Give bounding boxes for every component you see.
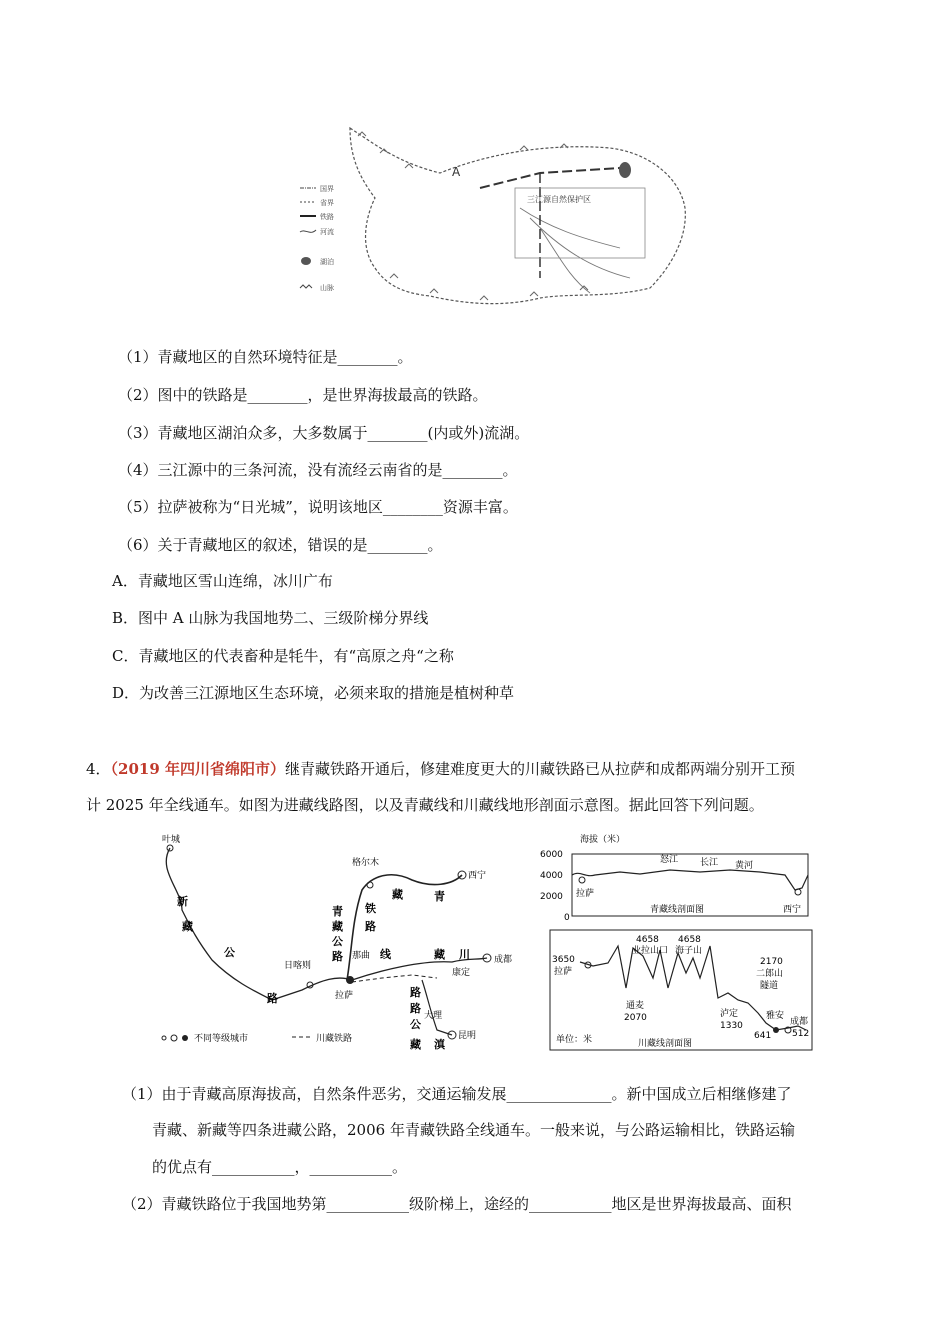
- chuanzang-profile-svg: [548, 928, 816, 1052]
- profile2-unit: 单位：米: [556, 1035, 593, 1045]
- city-yecheng: 叶城: [162, 835, 181, 845]
- road-char-3: 公: [224, 946, 235, 959]
- profile2-lhasa-alt: 3650: [552, 955, 575, 965]
- profile2-yela: 业拉山口: [632, 946, 669, 956]
- road-char-9: 青: [332, 905, 343, 918]
- road-char-17: 滇: [434, 1038, 445, 1050]
- profile1-huanghe: 黄河: [735, 861, 754, 871]
- profile1-xining-dot: [795, 889, 801, 895]
- profile2-tongmai-alt: 2070: [624, 1013, 647, 1023]
- q3-option-b: B．图中 A 山脉为我国地势二、三级阶梯分界线: [112, 609, 429, 627]
- q4-source: （2019 年四川省绵阳市）: [110, 760, 286, 778]
- chuanzang-profile: [548, 928, 816, 1052]
- profile2-haizi: 海子山: [675, 946, 703, 956]
- route-dianzang: [422, 980, 452, 1035]
- q3-option-c: C．青藏地区的代表畜种是牦牛，有“高原之舟“之称: [112, 647, 454, 665]
- route-map-svg: [152, 830, 530, 1050]
- city-golmud-dot: [367, 882, 373, 888]
- profile2-yaan-alt: 641: [754, 1031, 772, 1041]
- map1-legend: [300, 184, 334, 292]
- q3-sub2: （2）图中的铁路是________，是世界海拔最高的铁路。: [118, 386, 488, 404]
- legend-city-small: [162, 1036, 166, 1040]
- profile1-xining: 西宁: [783, 905, 802, 915]
- profile2-tunnel: 隧道: [760, 981, 779, 991]
- city-nagqu: 那曲: [352, 951, 371, 961]
- legend-city-mid: [171, 1035, 177, 1041]
- q3-sub4: （4）三江源中的三条河流，没有流经云南省的是________。: [118, 461, 518, 479]
- mountain-marks: [358, 132, 588, 300]
- profile1-lhasa: 拉萨: [576, 889, 595, 899]
- profile2-yaan: 雅安: [766, 1011, 785, 1021]
- road-char-8: 路: [365, 920, 376, 933]
- q4-stem2: 计 2025 年全线通车。如图为进藏线路图，以及青藏线和川藏线地形剖面示意图。据此回答下列问题。: [86, 796, 764, 814]
- profile2-chengdu: 成都: [790, 1017, 809, 1027]
- legend-lake: 湖泊: [320, 258, 334, 266]
- profile1-ytick-2000: 2000: [540, 892, 563, 902]
- city-kunming: 昆明: [458, 1031, 477, 1041]
- label-a: A: [452, 165, 461, 179]
- road-char-2: 藏: [182, 920, 193, 933]
- qingzang-profile-svg: [540, 830, 816, 920]
- city-kangding: 康定: [452, 968, 471, 978]
- city-lhasa-dot: [346, 976, 354, 984]
- profile1-line: [572, 870, 808, 890]
- profile1-nujiang: 怒江: [660, 855, 679, 865]
- road-char-16: 路: [410, 986, 421, 999]
- road-char-13: 川: [459, 948, 470, 961]
- road-char-1: 新: [177, 895, 188, 908]
- tibet-route-map: [152, 830, 530, 1050]
- road-char-6: 藏: [392, 888, 403, 901]
- q4-sub1-line2: 青藏、新藏等四条进藏公路，2006 年青藏铁路全线通车。一般来说，与公路运输相比，铁路运输: [152, 1121, 795, 1139]
- profile1-ytick-6000: 6000: [540, 850, 563, 860]
- city-shigatse: 日喀则: [284, 961, 312, 971]
- profile1-ylabel: 海拔（米）: [580, 835, 626, 845]
- profile2-yaan-dot: [773, 1027, 779, 1033]
- road-char-10: 藏: [332, 920, 343, 933]
- q4-sub2-line1: （2）青藏铁路位于我国地势第___________级阶梯上，途经的___________地区是世界海拔最高、面积: [122, 1195, 792, 1213]
- q3-option-d: D．为改善三江源地区生态环境，必须来取的措施是植树种草: [112, 684, 515, 702]
- road-char-7: 铁: [365, 902, 376, 915]
- road-char-15: 线: [380, 948, 391, 961]
- profile2-luding-alt: 1330: [720, 1021, 743, 1031]
- profile2-haizi-alt: 4658: [678, 935, 701, 945]
- q4-number: 4．: [86, 760, 111, 778]
- legend-mountain: 山脉: [320, 284, 334, 292]
- profile1-title: 青藏线剖面图: [650, 905, 705, 915]
- city-xining: 西宁: [468, 871, 487, 881]
- profile2-luding: 泸定: [720, 1009, 739, 1019]
- legend-cities: 不同等级城市: [194, 1034, 249, 1044]
- profile1-ytick-4000: 4000: [540, 871, 563, 881]
- route-xinzang: [166, 848, 352, 1000]
- q3-sub5: （5）拉萨被称为“日光城”，说明该地区________资源丰富。: [118, 498, 518, 516]
- road-char-19: 公: [410, 1018, 421, 1031]
- q3-sub1: （1）青藏地区的自然环境特征是________。: [118, 348, 413, 366]
- q4-sub1-line3: 的优点有___________，___________。: [152, 1158, 408, 1176]
- city-chengdu: 成都: [494, 955, 513, 965]
- profile2-yela-alt: 4658: [636, 935, 659, 945]
- road-char-5: 青: [434, 890, 445, 903]
- road-char-4: 路: [267, 992, 278, 1005]
- q4-stem1: 继青藏铁路开通后，修建难度更大的川藏铁路已从拉萨和成都两端分别开工预: [285, 760, 796, 778]
- qingzang-profile: [540, 830, 816, 920]
- region-outline: [350, 128, 685, 304]
- qinghai-tibet-map-svg: [290, 118, 690, 318]
- profile2-lhasa: 拉萨: [554, 967, 573, 977]
- road-char-18: 藏: [410, 1038, 421, 1050]
- qinghai-tibet-map: [290, 118, 690, 318]
- q3-sub6: （6）关于青藏地区的叙述，错误的是________。: [118, 536, 443, 554]
- profile2-tongmai: 通麦: [626, 1001, 645, 1011]
- q3-sub3: （3）青藏地区湖泊众多，大多数属于________(内或外)流湖。: [118, 424, 530, 442]
- legend-mountain-symbol: [300, 285, 312, 288]
- legend-border: 国界: [320, 185, 334, 193]
- legend-line-river: [300, 230, 316, 232]
- q4-stem-line1: [86, 758, 795, 779]
- q4-sub1-line1: （1）由于青藏高原海拔高，自然条件恶劣，交通运输发展______________。新中国成立后相继修建了: [122, 1085, 792, 1103]
- q3-option-a: A．青藏地区雪山连绵，冰川广布: [112, 572, 333, 590]
- rivers: [520, 208, 630, 293]
- legend-lake-symbol: [301, 257, 311, 265]
- road-char-11: 公: [332, 935, 343, 948]
- railway: [480, 168, 620, 188]
- lake-icon: [619, 162, 631, 178]
- city-lhasa: 拉萨: [335, 991, 354, 1001]
- legend-river: 河流: [320, 228, 334, 236]
- road-char-14: 藏: [434, 948, 445, 961]
- city-golmud: 格尔木: [352, 858, 380, 868]
- legend-city-large: [182, 1035, 188, 1041]
- road-char-20: 路: [410, 1002, 421, 1015]
- label-region: 三江源自然保护区: [527, 195, 591, 204]
- legend-province: 省界: [320, 199, 334, 207]
- city-dali: 大理: [424, 1011, 443, 1021]
- profile2-erlang-alt: 2170: [760, 957, 783, 967]
- profile2-chengdu-alt: 512: [792, 1029, 810, 1039]
- legend-rail: 川藏铁路: [316, 1034, 353, 1044]
- road-char-12: 路: [332, 950, 343, 963]
- profile1-changjiang: 长江: [700, 858, 719, 868]
- profile1-lhasa-dot: [579, 877, 585, 883]
- profile2-erlang: 二郎山: [756, 969, 784, 979]
- profile2-title: 川藏线剖面图: [638, 1039, 693, 1049]
- legend-rail: 铁路: [320, 213, 334, 221]
- profile1-ytick-0: 0: [564, 913, 570, 920]
